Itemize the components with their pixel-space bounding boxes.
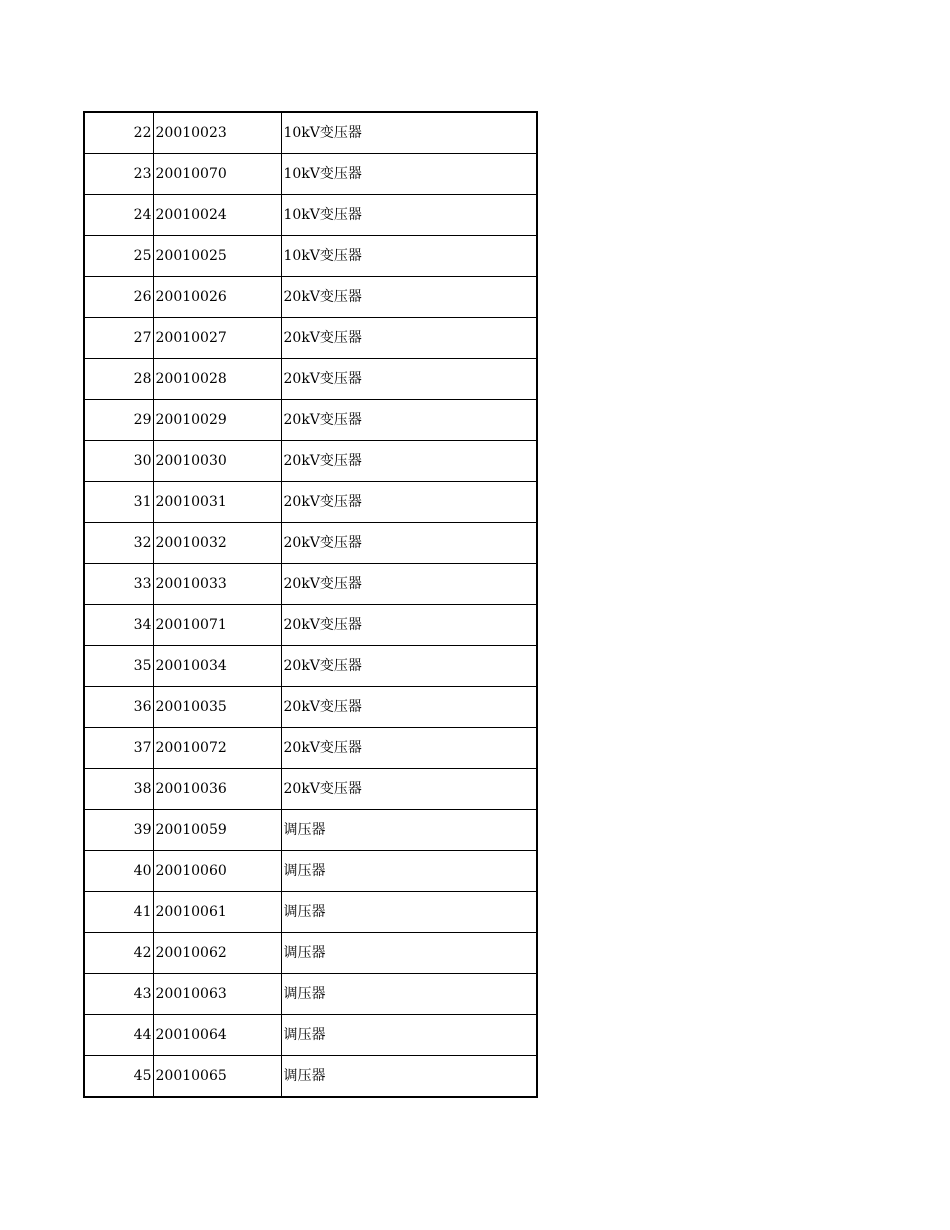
material-name-cell: 调压器: [281, 1056, 537, 1098]
row-number-cell: 39: [84, 810, 153, 851]
table-row: [84, 646, 537, 687]
material-name-cell: 10kV变压器: [281, 236, 537, 277]
table-body: [84, 112, 537, 1097]
table-row: [84, 1056, 537, 1098]
table-row: [84, 728, 537, 769]
row-number-cell: 26: [84, 277, 153, 318]
table-row: [84, 523, 537, 564]
material-code-cell: 20010062: [153, 933, 281, 974]
material-code-cell: 20010065: [153, 1056, 281, 1098]
table-row: [84, 154, 537, 195]
material-name-cell: 调压器: [281, 1015, 537, 1056]
row-number-cell: 35: [84, 646, 153, 687]
row-number-cell: 36: [84, 687, 153, 728]
row-number-cell: 31: [84, 482, 153, 523]
material-name-cell: 20kV变压器: [281, 646, 537, 687]
table-row: [84, 359, 537, 400]
row-number-cell: 33: [84, 564, 153, 605]
row-number-cell: 28: [84, 359, 153, 400]
table-row: [84, 810, 537, 851]
table-row: [84, 195, 537, 236]
material-name-cell: 20kV变压器: [281, 687, 537, 728]
table-row: [84, 605, 537, 646]
material-code-cell: 20010035: [153, 687, 281, 728]
material-name-cell: 20kV变压器: [281, 359, 537, 400]
material-name-cell: 20kV变压器: [281, 769, 537, 810]
row-number-cell: 37: [84, 728, 153, 769]
material-name-cell: 调压器: [281, 810, 537, 851]
material-code-cell: 20010063: [153, 974, 281, 1015]
material-code-cell: 20010071: [153, 605, 281, 646]
table-row: [84, 277, 537, 318]
material-name-cell: 调压器: [281, 933, 537, 974]
material-code-cell: 20010032: [153, 523, 281, 564]
material-name-cell: 调压器: [281, 892, 537, 933]
row-number-cell: 38: [84, 769, 153, 810]
material-code-cell: 20010025: [153, 236, 281, 277]
material-code-cell: 20010024: [153, 195, 281, 236]
row-number-cell: 25: [84, 236, 153, 277]
material-code-cell: 20010028: [153, 359, 281, 400]
material-name-cell: 20kV变压器: [281, 728, 537, 769]
row-number-cell: 40: [84, 851, 153, 892]
row-number-cell: 34: [84, 605, 153, 646]
row-number-cell: 41: [84, 892, 153, 933]
table-row: [84, 851, 537, 892]
row-number-cell: 30: [84, 441, 153, 482]
material-code-cell: 20010036: [153, 769, 281, 810]
equipment-table: [83, 111, 538, 1098]
material-name-cell: 20kV变压器: [281, 277, 537, 318]
table-row: [84, 236, 537, 277]
material-name-cell: 10kV变压器: [281, 195, 537, 236]
material-name-cell: 20kV变压器: [281, 482, 537, 523]
material-name-cell: 调压器: [281, 851, 537, 892]
material-code-cell: 20010023: [153, 112, 281, 154]
table-row: [84, 933, 537, 974]
row-number-cell: 27: [84, 318, 153, 359]
material-code-cell: 20010072: [153, 728, 281, 769]
table-row: [84, 892, 537, 933]
material-name-cell: 10kV变压器: [281, 112, 537, 154]
material-code-cell: 20010060: [153, 851, 281, 892]
row-number-cell: 32: [84, 523, 153, 564]
material-name-cell: 20kV变压器: [281, 400, 537, 441]
material-code-cell: 20010070: [153, 154, 281, 195]
row-number-cell: 22: [84, 112, 153, 154]
table-row: [84, 687, 537, 728]
material-code-cell: 20010029: [153, 400, 281, 441]
material-code-cell: 20010030: [153, 441, 281, 482]
material-code-cell: 20010034: [153, 646, 281, 687]
material-name-cell: 20kV变压器: [281, 318, 537, 359]
row-number-cell: 24: [84, 195, 153, 236]
table-row: [84, 1015, 537, 1056]
row-number-cell: 42: [84, 933, 153, 974]
table-row: [84, 564, 537, 605]
row-number-cell: 29: [84, 400, 153, 441]
table-row: [84, 318, 537, 359]
material-code-cell: 20010026: [153, 277, 281, 318]
row-number-cell: 45: [84, 1056, 153, 1098]
row-number-cell: 23: [84, 154, 153, 195]
table-row: [84, 974, 537, 1015]
row-number-cell: 43: [84, 974, 153, 1015]
material-code-cell: 20010064: [153, 1015, 281, 1056]
table-row: [84, 769, 537, 810]
material-code-cell: 20010027: [153, 318, 281, 359]
row-number-cell: 44: [84, 1015, 153, 1056]
material-code-cell: 20010031: [153, 482, 281, 523]
material-name-cell: 20kV变压器: [281, 564, 537, 605]
material-code-cell: 20010061: [153, 892, 281, 933]
material-name-cell: 20kV变压器: [281, 441, 537, 482]
table-row: [84, 112, 537, 154]
table-row: [84, 400, 537, 441]
material-name-cell: 调压器: [281, 974, 537, 1015]
material-code-cell: 20010033: [153, 564, 281, 605]
table-row: [84, 482, 537, 523]
material-code-cell: 20010059: [153, 810, 281, 851]
material-name-cell: 20kV变压器: [281, 605, 537, 646]
table-row: [84, 441, 537, 482]
material-name-cell: 20kV变压器: [281, 523, 537, 564]
material-name-cell: 10kV变压器: [281, 154, 537, 195]
